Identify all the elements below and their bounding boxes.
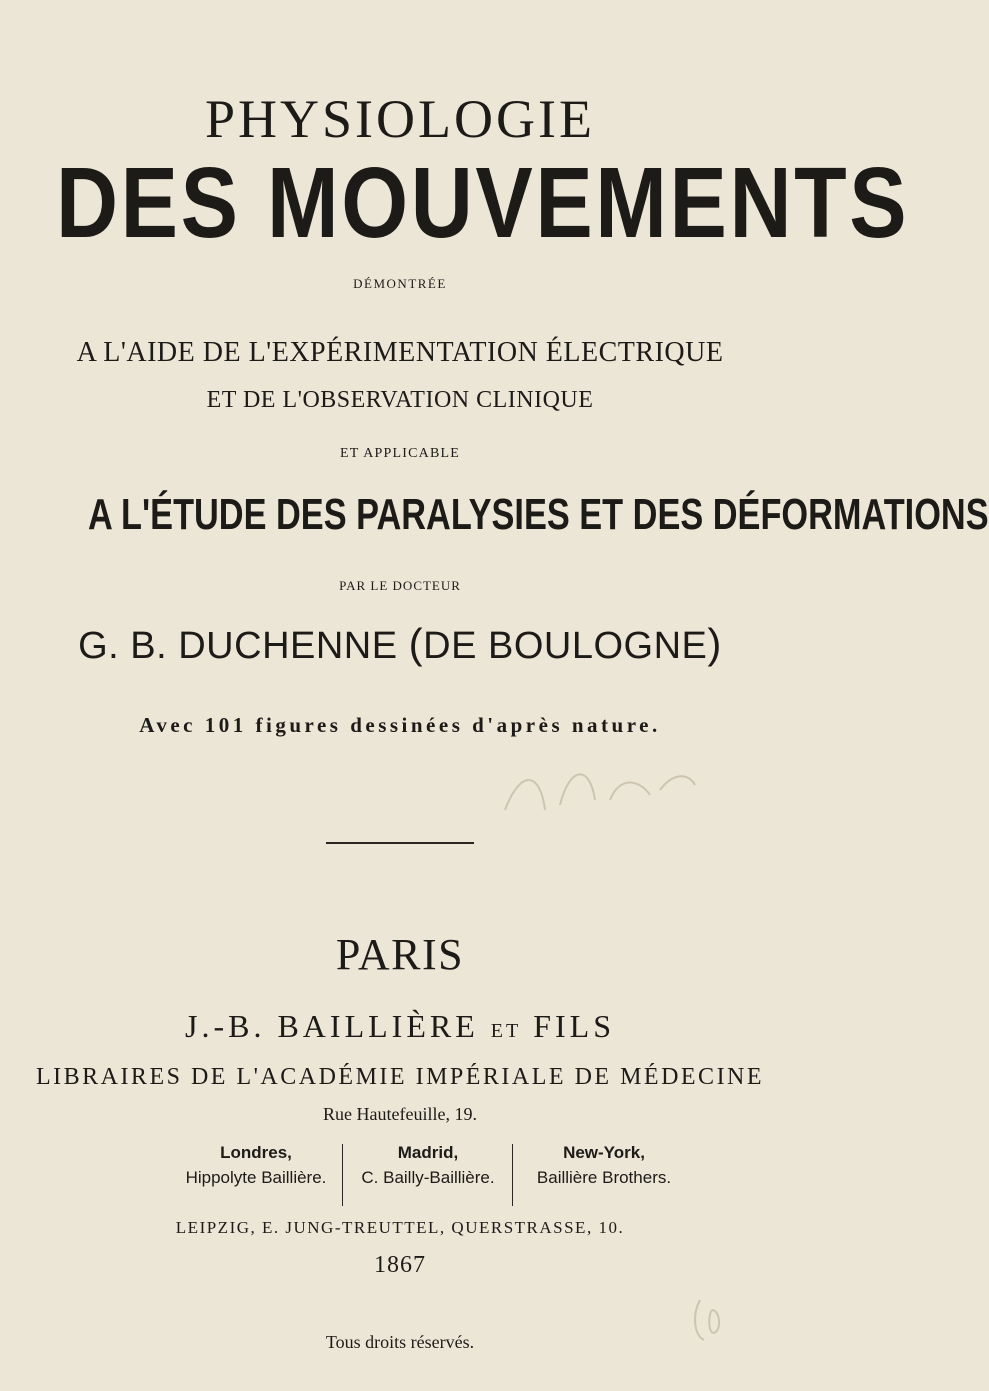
- subtitle-etude: A L'ÉTUDE DES PARALYSIES ET DES DÉFORMATIONS: [88, 490, 989, 539]
- author-paren-open: (: [408, 620, 424, 667]
- subtitle-demontree: DÉMONTRÉE: [353, 276, 447, 291]
- author-suffix: DE BOULOGNE: [423, 625, 708, 667]
- branch-city: Londres,: [220, 1143, 292, 1162]
- subtitle-applicable: ET APPLICABLE: [340, 446, 460, 461]
- title-line-mouvements: DES MOUVEMENTS: [56, 147, 910, 259]
- branch-city: New-York,: [563, 1143, 645, 1162]
- branch-publisher: Hippolyte Baillière.: [185, 1168, 327, 1187]
- branch-publisher: C. Bailly-Baillière.: [361, 1168, 495, 1187]
- figures-note: Avec 101 figures dessinées d'après nature.: [139, 713, 661, 737]
- column-divider: [342, 1144, 343, 1206]
- publisher-et: ET: [490, 1020, 522, 1042]
- margin-pencil-mark: [690, 1295, 730, 1350]
- leipzig-imprint: LEIPZIG, E. JUNG-TREUTTEL, QUERSTRASSE, 10.: [175, 1218, 625, 1237]
- branch-city: Madrid,: [397, 1143, 459, 1162]
- branch-columns: [0, 1140, 800, 1206]
- subtitle-experimentation: A L'AIDE DE L'EXPÉRIMENTATION ÉLECTRIQUE: [76, 337, 724, 368]
- publication-year: 1867: [374, 1252, 426, 1278]
- subtitle-observation: ET DE L'OBSERVATION CLINIQUE: [206, 387, 594, 413]
- publisher-name: J.-B. BAILLIÈRE: [185, 1008, 479, 1044]
- branch-newyork: [516, 1140, 692, 1190]
- branch-madrid: [346, 1140, 510, 1190]
- publisher-role: LIBRAIRES DE L'ACADÉMIE IMPÉRIALE DE MÉDECINE: [35, 1064, 765, 1090]
- handwritten-mark-icon: [500, 760, 700, 820]
- title-line-physiologie: PHYSIOLOGIE: [205, 89, 595, 149]
- pencil-mark-icon: [690, 1295, 730, 1345]
- library-stamp-mark: [500, 760, 700, 830]
- imprint-place: PARIS: [335, 930, 465, 979]
- rights-notice: Tous droits réservés.: [325, 1332, 475, 1352]
- publisher-address: Rue Hautefeuille, 19.: [323, 1104, 477, 1124]
- author-paren-close: ): [707, 620, 722, 667]
- author: [0, 620, 800, 668]
- divider-rule: [326, 842, 474, 844]
- branch-publisher: Baillière Brothers.: [536, 1168, 672, 1187]
- byline-label: PAR LE DOCTEUR: [339, 578, 461, 593]
- publisher-fils: FILS: [533, 1008, 615, 1044]
- branch-london: [180, 1140, 332, 1190]
- author-name: G. B. DUCHENNE: [78, 625, 398, 667]
- column-divider: [512, 1144, 513, 1206]
- imprint-publisher: [0, 1008, 800, 1045]
